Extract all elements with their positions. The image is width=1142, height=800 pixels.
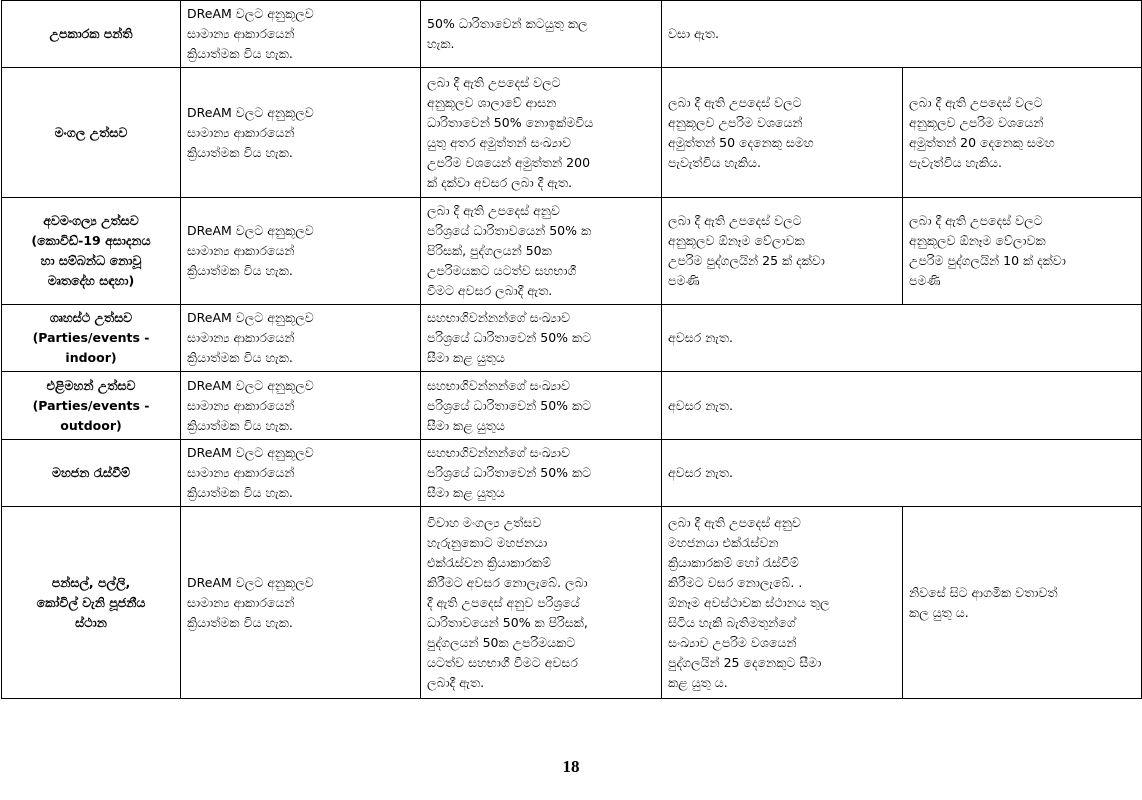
table-row (2, 507, 1142, 699)
condition-cell: සහභාගිවන්නන්ගේ සංඛ්‍යාව පරිශ්‍රයේ ධාරිතාවෙන් 50% කට සීමා කළ යුතුය (421, 440, 662, 507)
restriction-cell: ලබා දී ඇති උපදෙස් අනුව මහජනයා එක්රැස්වන ක්‍රියාකාරකම් හෝ රැස්වීම් කිරීමට වසර නොලැබේ. . ඕනෑම අවස්ථාවක ස්ථානය තුල සිටිය හැකි බැතිමතුන්ගේ සංඛ්‍යාව උපරිම වශයෙන් පුද්ගලයින් 25 දෙනෙකුට සීමා කළ යුතු ය. (662, 507, 903, 699)
regulations-table (1, 0, 1142, 699)
status-cell: DReAM වලට අනුකූලව සාමාන්‍ය ආකාරයෙන් ක්‍රියාත්මක විය හැක. (181, 1, 421, 68)
table-row (2, 198, 1142, 305)
category-cell: එළිමහන් උත්සව (Parties/events - outdoor) (2, 372, 181, 440)
condition-cell: විවාහ මංගල්‍ය උත්සව හැරුනුකොට මහජනයා එක්රැස්වන ක්‍රියාකාරකම් කිරීමට අවසර නොලැබේ. ලබා දී ඇති උපදෙස් අනුව පරිශ්‍රයේ ධාරිතාවයෙන් 50% ක පිරිසක්, පුද්ගලයන් 50ක උපරිමයකට යටත්ව සහභාගී වීමට අවසර ලබාදී ඇත. (421, 507, 662, 699)
table-row (2, 68, 1142, 198)
condition-cell: 50% ධාරිතාවෙන් කටයුතු කල හැක. (421, 1, 662, 68)
category-cell: අවමංගල්‍ය උත්සව (කොවිඩ්-19 අසාදනය හා සම්බන්ධ නොවූ මෘතදේහ සඳහා) (2, 198, 181, 305)
restriction-cell: ලබා දී ඇති උපදෙස් වලට අනුකූලව උපරිම වශයෙන් අමුත්තන් 50 දෙනෙකු සමහ පැවැත්විය හැකිය. (662, 68, 903, 198)
status-cell: DReAM වලට අනුකූලව සාමාන්‍ය ආකාරයෙන් ක්‍රියාත්මක විය හැක. (181, 198, 421, 305)
status-cell: DReAM වලට අනුකූලව සාමාන්‍ය ආකාරයෙන් ක්‍රියාත්මක විය හැක. (181, 507, 421, 699)
table-row (2, 440, 1142, 507)
condition-cell: සහභාගිවන්නන්ගේ සංඛ්‍යාව පරිශ්‍රයේ ධාරිතාවෙන් 50% කට සීමා කළ යුතුය (421, 372, 662, 440)
restriction-cell: ලබා දී ඇති උපදෙස් වලට අනුකූලව ඕනෑම වේලාවක උපරිම පුද්ගලයින් 25 ක් දක්වා පමණි (662, 198, 903, 305)
status-cell: DReAM වලට අනුකූලව සාමාන්‍ය ආකාරයෙන් ක්‍රියාත්මක විය හැක. (181, 440, 421, 507)
status-cell: DReAM වලට අනුකූලව සාමාන්‍ය ආකාරයෙන් ක්‍රියාත්මක විය හැක. (181, 68, 421, 198)
condition-cell: සහභාගිවන්නන්ගේ සංඛ්‍යාව පරිශ්‍රයේ ධාරිතාවෙන් 50% කට සීමා කළ යුතුය (421, 305, 662, 372)
page-number: 18 (562, 757, 580, 776)
restriction-cell: අවසර නැත. (662, 440, 1142, 507)
condition-cell: ලබා දී ඇති උපදෙස් අනුව පරිශ්‍රයේ ධාරිතාවයෙන් 50% ක පිරිසක්, පුද්ගලයන් 50ක උපරිමයකට යටත්ව සහභාගී වීමට අවසර ලබාදී ඇත. (421, 198, 662, 305)
restriction-cell: අවසර නැත. (662, 372, 1142, 440)
restriction-cell-2: නිවසේ සිට ආගමික වතාවත් කල යුතු ය. (903, 507, 1142, 699)
restriction-cell-2: ලබා දී ඇති උපදෙස් වලට අනුකූලව උපරිම වශයෙන් අමුත්තන් 20 දෙනෙකු සමහ පැවැත්විය හැකිය. (903, 68, 1142, 198)
status-cell: DReAM වලට අනුකූලව සාමාන්‍ය ආකාරයෙන් ක්‍රියාත්මක විය හැක. (181, 305, 421, 372)
category-cell: මහජන රැස්වීම් (2, 440, 181, 507)
restriction-cell-2: ලබා දී ඇති උපදෙස් වලට අනුකූලව ඕනෑම වේලාවක උපරිම පුද්ගලයින් 10 ක් දක්වා පමණි (903, 198, 1142, 305)
category-cell: මංගල උත්සව (2, 68, 181, 198)
restriction-cell: වසා ඇත. (662, 1, 1142, 68)
table-row (2, 305, 1142, 372)
category-cell: උපකාරක පන්ති (2, 1, 181, 68)
table-row (2, 1, 1142, 68)
status-cell: DReAM වලට අනුකූලව සාමාන්‍ය ආකාරයෙන් ක්‍රියාත්මක විය හැක. (181, 372, 421, 440)
category-cell: ගෘහස්ථ උත්සව (Parties/events - indoor) (2, 305, 181, 372)
category-cell: පන්සල්, පල්ලි, කෝවිල් වැනි පූජනීය ස්ථාන (2, 507, 181, 699)
restriction-cell: අවසර නැත. (662, 305, 1142, 372)
condition-cell: ලබා දී ඇති උපදෙස් වලට අනුකූලව ශාලාවේ ආසන ධාරිතාවෙන් 50% නොඉක්මවිය යුතු අතර අමුත්තන් සංඛ්‍යාව උපරිම වශයෙන් අමුත්තන් 200 ක් දක්වා අවසර ලබා දී ඇත. (421, 68, 662, 198)
table-row (2, 372, 1142, 440)
